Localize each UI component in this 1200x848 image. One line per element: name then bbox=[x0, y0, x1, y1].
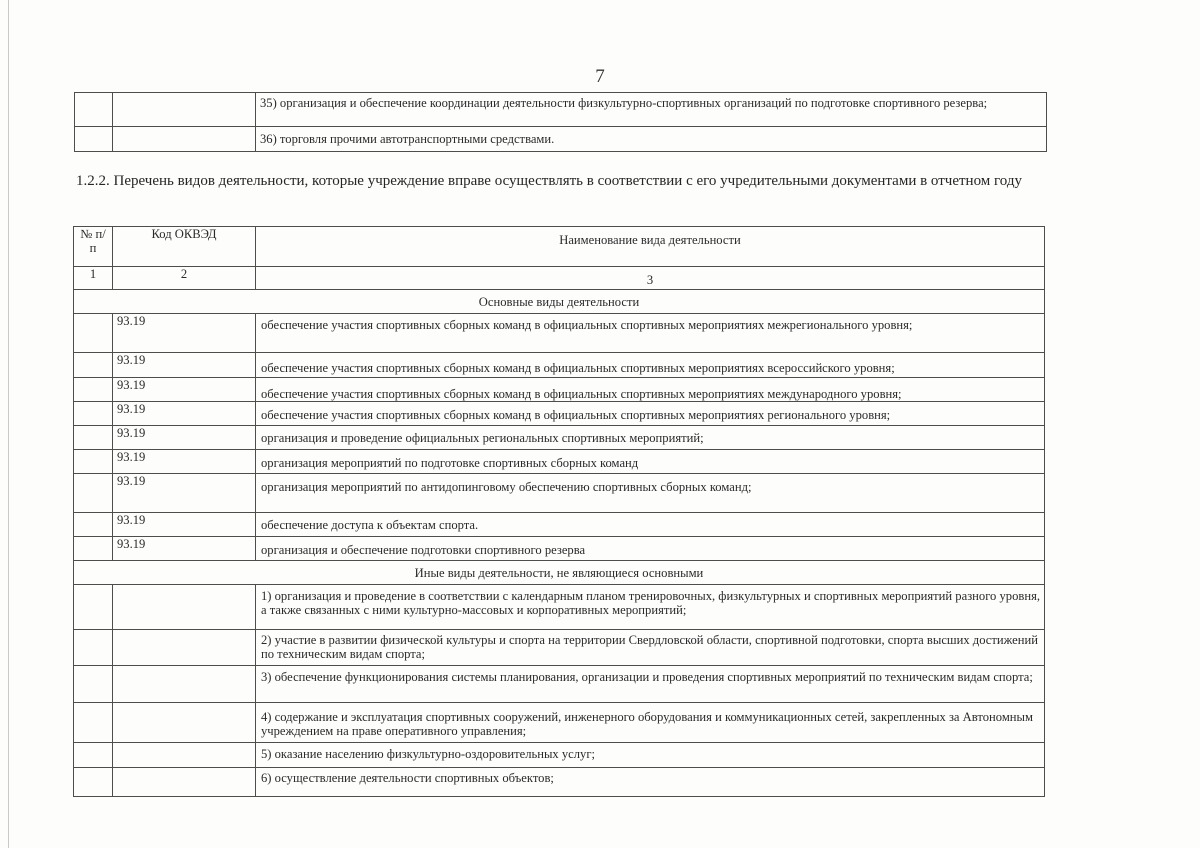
activity-name-cell: организация и обеспечение подготовки спортивного резерва bbox=[256, 537, 1045, 561]
row-number-cell bbox=[74, 314, 113, 353]
row-number-cell bbox=[74, 353, 113, 378]
header-name: Наименование вида деятельности bbox=[256, 227, 1045, 267]
okved-code-cell bbox=[113, 768, 256, 797]
row-number-cell bbox=[74, 513, 113, 537]
table-row bbox=[74, 426, 1045, 450]
activity-name-cell: 5) оказание населению физкультурно-оздоровительных услуг; bbox=[256, 743, 1045, 768]
table-row bbox=[74, 666, 1045, 703]
section-heading: 1.2.2. Перечень видов деятельности, которые учреждение вправе осуществлять в соответствии с его учредительными документами в отчетном году bbox=[76, 173, 1023, 189]
okved-code-cell bbox=[113, 585, 256, 630]
okved-code-cell: 93.19 bbox=[113, 314, 256, 353]
activities-table bbox=[73, 226, 1045, 797]
table-row bbox=[74, 743, 1045, 768]
row-number-cell bbox=[74, 402, 113, 426]
row-number-cell bbox=[74, 666, 113, 703]
okved-code-cell bbox=[113, 666, 256, 703]
activity-name-cell: 36) торговля прочими автотранспортными средствами. bbox=[256, 127, 1047, 152]
row-number-cell bbox=[74, 450, 113, 474]
okved-code-cell bbox=[113, 743, 256, 768]
okved-code-cell: 93.19 bbox=[113, 537, 256, 561]
activity-name-cell: 3) обеспечение функционирования системы планирования, организации и проведения спортивных мероприятий по техническим видам спорта; bbox=[256, 666, 1045, 703]
table-row bbox=[74, 768, 1045, 797]
table-row bbox=[74, 314, 1045, 353]
activity-name-cell: обеспечение доступа к объектам спорта. bbox=[256, 513, 1045, 537]
table-row bbox=[74, 402, 1045, 426]
index-row bbox=[74, 267, 1045, 290]
table-row bbox=[74, 353, 1045, 378]
activity-name-cell: организация и проведение официальных региональных спортивных мероприятий; bbox=[256, 426, 1045, 450]
table-row bbox=[74, 537, 1045, 561]
activity-name-cell: 35) организация и обеспечение координации деятельности физкультурно-спортивных организаций по подготовке спортивного резерва; bbox=[256, 93, 1047, 127]
activity-name-cell: обеспечение участия спортивных сборных команд в официальных спортивных мероприятиях международного уровня; bbox=[256, 378, 1045, 402]
section-row-other bbox=[74, 561, 1045, 585]
table-row bbox=[74, 450, 1045, 474]
table-row bbox=[74, 585, 1045, 630]
row-number-cell bbox=[74, 378, 113, 402]
okved-code-cell: 93.19 bbox=[113, 450, 256, 474]
okved-code-cell bbox=[113, 630, 256, 666]
table-row bbox=[74, 378, 1045, 402]
activity-name-cell: 2) участие в развитии физической культуры и спорта на территории Свердловской области, спортивной подготовки, спорта высших достижений по техническим видам спорта; bbox=[256, 630, 1045, 666]
okved-code-cell bbox=[113, 703, 256, 743]
activity-name-cell: 4) содержание и эксплуатация спортивных сооружений, инженерного оборудования и коммуникационных сетей, закрепленных за Автономным учреждением на праве оперативного управления; bbox=[256, 703, 1045, 743]
table-row bbox=[74, 703, 1045, 743]
row-number-cell bbox=[74, 537, 113, 561]
row-number-cell bbox=[74, 585, 113, 630]
okved-code-cell bbox=[113, 93, 256, 127]
index-cell: 1 bbox=[74, 267, 113, 290]
activity-name-cell: организация мероприятий по подготовке спортивных сборных команд bbox=[256, 450, 1045, 474]
row-number-cell bbox=[74, 426, 113, 450]
row-number-cell bbox=[75, 127, 113, 152]
activity-name-cell: обеспечение участия спортивных сборных команд в официальных спортивных мероприятиях регионального уровня; bbox=[256, 402, 1045, 426]
okved-code-cell: 93.19 bbox=[113, 353, 256, 378]
table-row bbox=[74, 630, 1045, 666]
okved-code-cell: 93.19 bbox=[113, 513, 256, 537]
okved-code-cell: 93.19 bbox=[113, 426, 256, 450]
header-number: № п/п bbox=[74, 227, 113, 267]
scan-edge-line bbox=[8, 0, 9, 848]
row-number-cell bbox=[74, 768, 113, 797]
table-row bbox=[74, 474, 1045, 513]
okved-code-cell: 93.19 bbox=[113, 402, 256, 426]
row-number-cell bbox=[74, 743, 113, 768]
index-cell: 3 bbox=[256, 267, 1045, 290]
okved-code-cell: 93.19 bbox=[113, 378, 256, 402]
activity-name-cell: обеспечение участия спортивных сборных команд в официальных спортивных мероприятиях всероссийского уровня; bbox=[256, 353, 1045, 378]
section-row-main bbox=[74, 290, 1045, 314]
row-number-cell bbox=[74, 703, 113, 743]
section-title-main: Основные виды деятельности bbox=[74, 290, 1045, 314]
table-row bbox=[74, 513, 1045, 537]
row-number-cell bbox=[75, 93, 113, 127]
continued-activity-table bbox=[74, 92, 1047, 152]
activity-name-cell: 6) осуществление деятельности спортивных объектов; bbox=[256, 768, 1045, 797]
row-number-cell bbox=[74, 474, 113, 513]
header-row bbox=[74, 227, 1045, 267]
okved-code-cell: 93.19 bbox=[113, 474, 256, 513]
okved-code-cell bbox=[113, 127, 256, 152]
row-number-cell bbox=[74, 630, 113, 666]
section-title-other: Иные виды деятельности, не являющиеся основными bbox=[74, 561, 1045, 585]
index-cell: 2 bbox=[113, 267, 256, 290]
table-row bbox=[75, 93, 1047, 127]
page-number: 7 bbox=[595, 66, 605, 87]
table-row bbox=[75, 127, 1047, 152]
activity-name-cell: 1) организация и проведение в соответствии с календарным планом тренировочных, физкультурных и спортивных мероприятий разного уровня, а также связанных с ними культурно-массовых и корпоративных мероприятий; bbox=[256, 585, 1045, 630]
activity-name-cell: организация мероприятий по антидопинговому обеспечению спортивных сборных команд; bbox=[256, 474, 1045, 513]
header-code: Код ОКВЭД bbox=[113, 227, 256, 267]
activity-name-cell: обеспечение участия спортивных сборных команд в официальных спортивных мероприятиях межрегионального уровня; bbox=[256, 314, 1045, 353]
